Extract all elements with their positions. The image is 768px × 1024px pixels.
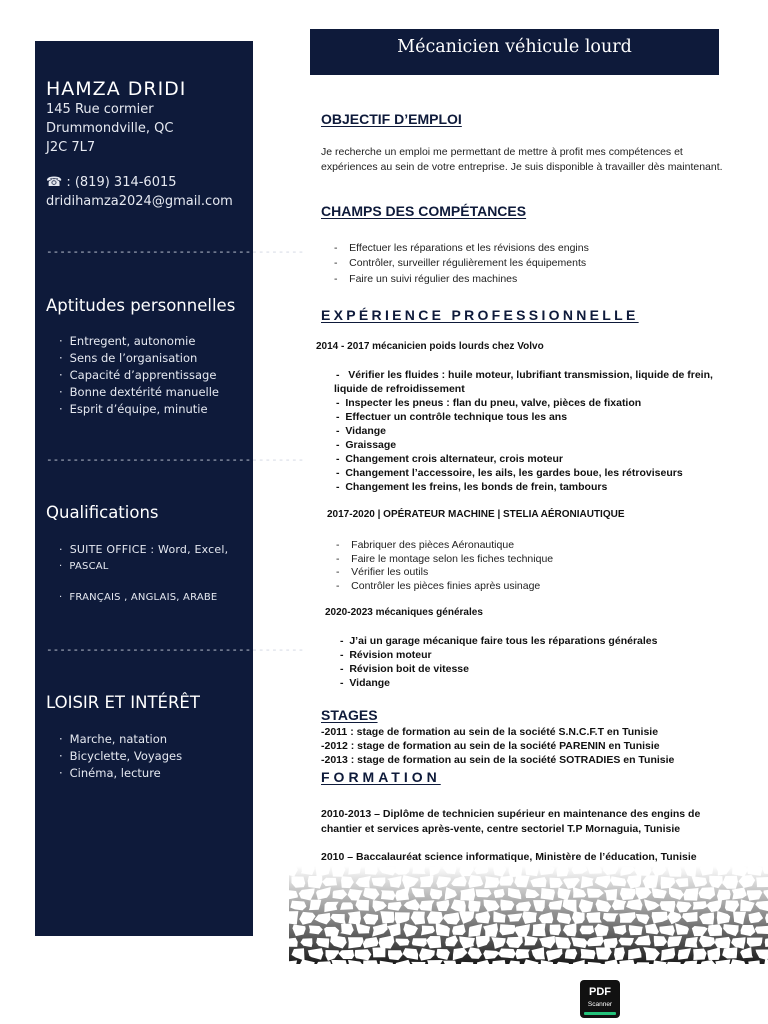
formation-item-2: 2010 – Baccalauréat science informatique, Ministère de l’éducation, Tunisie	[321, 851, 697, 863]
list-item: · Bonne dextérité manuelle	[59, 384, 219, 401]
bullet-dash: -	[336, 425, 346, 437]
list-item: · SUITE OFFICE : Word, Excel,	[59, 541, 228, 558]
job1-text: Changement l’accessoire, les ails, les gardes boue, les rétroviseurs	[345, 467, 683, 479]
personal-skills-list	[59, 333, 219, 418]
job3-item	[340, 649, 432, 661]
stages-heading: STAGES	[321, 707, 378, 723]
job1-text: Changement les freins, les bonds de frein, tambours	[345, 481, 608, 493]
job-title-banner	[310, 29, 719, 75]
job2-text: Vérifier les outils	[351, 566, 429, 578]
separator: ---------------------------------------	[46, 453, 305, 466]
job3-item	[340, 635, 657, 647]
pdf-scanner-logo	[580, 980, 620, 1018]
skill-item	[334, 242, 589, 254]
job1-text: Vérifier les fluides : huile moteur, lubrifiant transmission, liquide de frein,	[348, 369, 713, 381]
job1-item	[336, 453, 563, 465]
list-item: · FRANÇAIS , ANGLAIS, ARABE	[59, 589, 228, 606]
job1-text: Inspecter les pneus : flan du pneu, valve, pièces de fixation	[345, 397, 642, 409]
job2-text: Fabriquer des pièces Aéronautique	[351, 539, 515, 551]
skill-text: Contrôler, surveiller régulièrement les équipements	[349, 257, 587, 269]
bullet-dash: -	[336, 439, 346, 451]
skill-item	[334, 273, 517, 285]
sidebar	[35, 41, 305, 936]
bullet-dash: -	[340, 635, 350, 647]
job1-text: Graissage	[345, 439, 397, 451]
job2-text: Contrôler les pièces finies après usinage	[351, 580, 541, 592]
job2-header: 2017-2020 | OPÉRATEUR MACHINE | STELIA AÉRONIAUTIQUE	[327, 509, 625, 520]
leisure-heading: LOISIR ET INTÉRÊT	[46, 693, 200, 712]
job1-item	[336, 481, 607, 493]
logo-accent-bar	[584, 1012, 616, 1015]
bullet-dash: -	[334, 273, 350, 285]
job2-item	[336, 580, 540, 592]
job1-item	[336, 411, 567, 423]
objective-heading: OBJECTIF D’EMPLOI	[321, 111, 462, 127]
bullet-dash: -	[334, 257, 350, 269]
address-line-2: Drummondville, QC	[46, 121, 174, 136]
postal-code: J2C 7L7	[46, 140, 96, 155]
phone-number: ☎ : (819) 314-6015	[46, 175, 177, 190]
bullet-dash: -	[340, 663, 350, 675]
job3-text: Révision boit de vitesse	[349, 663, 469, 675]
job3-text: Révision moteur	[349, 649, 432, 661]
candidate-name: HAMZA DRIDI	[46, 78, 187, 100]
stage-item: -2012 : stage de formation au sein de la société PARENIN en Tunisie	[321, 740, 660, 752]
personal-skills-heading: Aptitudes personnelles	[46, 296, 236, 315]
list-item-text: PASCAL	[69, 561, 109, 572]
separator: ---------------------------------------	[46, 245, 305, 258]
formation-heading: FORMATION	[321, 769, 441, 785]
bullet-dash: -	[336, 411, 346, 423]
job3-header: 2020-2023 mécaniques générales	[325, 607, 483, 618]
address-line-1: 145 Rue cormier	[46, 102, 154, 117]
bullet-dash: -	[336, 453, 346, 465]
email-address: dridihamza2024@gmail.com	[46, 194, 233, 209]
qualifications-heading: Qualifications	[46, 503, 159, 522]
bullet-dash: -	[336, 467, 346, 479]
job1-header: 2014 - 2017 mécanicien poids lourds chez Volvo	[316, 341, 544, 352]
bullet-dash: -	[336, 580, 352, 592]
bullet-dash: -	[336, 553, 352, 565]
job1-item	[336, 397, 641, 409]
bullet-dash: -	[334, 242, 350, 254]
skills-heading: CHAMPS DES COMPÉTANCES	[321, 203, 527, 219]
logo-text-scanner: Scanner	[587, 1001, 613, 1008]
job3-item	[340, 677, 390, 689]
bullet-dash: -	[336, 566, 352, 578]
job1-text: Effectuer un contrôle technique tous les ans	[345, 411, 568, 423]
qualifications-list	[59, 541, 228, 606]
job2-item	[336, 539, 514, 551]
job3-item	[340, 663, 469, 675]
formation-item-1-line-2: chantier et services après-vente, centre sectoriel T.P Mornaguia, Tunisie	[321, 823, 681, 835]
skill-text: Effectuer les réparations et les révisions des engins	[349, 242, 589, 254]
objective-text: Je recherche un emploi me permettant de mettre à profit mes compétences et expériences au sein de votre entreprise. Je suis disponible à travailler dès maintenant.	[321, 146, 723, 173]
job1-item	[336, 439, 396, 451]
bullet-dash: -	[340, 649, 350, 661]
list-item: · Capacité d’apprentissage	[59, 367, 219, 384]
bullet-dash: -	[340, 677, 350, 689]
job2-item	[336, 566, 428, 578]
job3-text: J’ai un garage mécanique faire tous les réparations générales	[349, 635, 658, 647]
job1-item	[336, 369, 713, 381]
list-item-continuation	[59, 558, 228, 575]
list-item: · Esprit d’équipe, minutie	[59, 401, 219, 418]
separator: ---------------------------------------	[46, 643, 305, 656]
job2-item	[336, 553, 553, 565]
list-item: · Marche, natation	[59, 731, 182, 748]
bullet-dash: -	[336, 397, 346, 409]
skill-text: Faire un suivi régulier des machines	[349, 273, 518, 285]
list-item: · Bicyclette, Voyages	[59, 748, 182, 765]
bullet-dash: -	[336, 481, 346, 493]
job1-item	[336, 425, 386, 437]
job1-item	[336, 467, 683, 479]
job1-item-continued: liquide de refroidissement	[334, 383, 465, 395]
list-item: · Sens de l’organisation	[59, 350, 219, 367]
logo-text-pdf: PDF	[589, 986, 611, 998]
job1-text: Vidange	[345, 425, 386, 437]
list-item: · Cinéma, lecture	[59, 765, 182, 782]
formation-item-1-line-1: 2010-2013 – Diplôme de technicien supérieur en maintenance des engins de	[321, 808, 701, 820]
job2-text: Faire le montage selon les fiches technique	[351, 553, 554, 565]
bullet-dash: -	[336, 539, 352, 551]
job3-text: Vidange	[349, 677, 390, 689]
experience-heading: EXPÉRIENCE PROFESSIONNELLE	[321, 307, 639, 323]
mosaic-fade-overlay	[289, 866, 768, 964]
decorative-mosaic-pattern	[289, 866, 768, 964]
job-title: Mécanicien véhicule lourd	[397, 37, 632, 57]
job1-text: Changement crois alternateur, crois moteur	[345, 453, 563, 465]
list-item: · Entregent, autonomie	[59, 333, 219, 350]
bullet-dash: -	[336, 369, 349, 381]
stage-item: -2013 : stage de formation au sein de la société SOTRADIES en Tunisie	[321, 754, 675, 766]
skill-item	[334, 257, 586, 269]
leisure-list	[59, 731, 182, 782]
stage-item: -2011 : stage de formation au sein de la société S.N.C.F.T en Tunisie	[321, 726, 659, 738]
